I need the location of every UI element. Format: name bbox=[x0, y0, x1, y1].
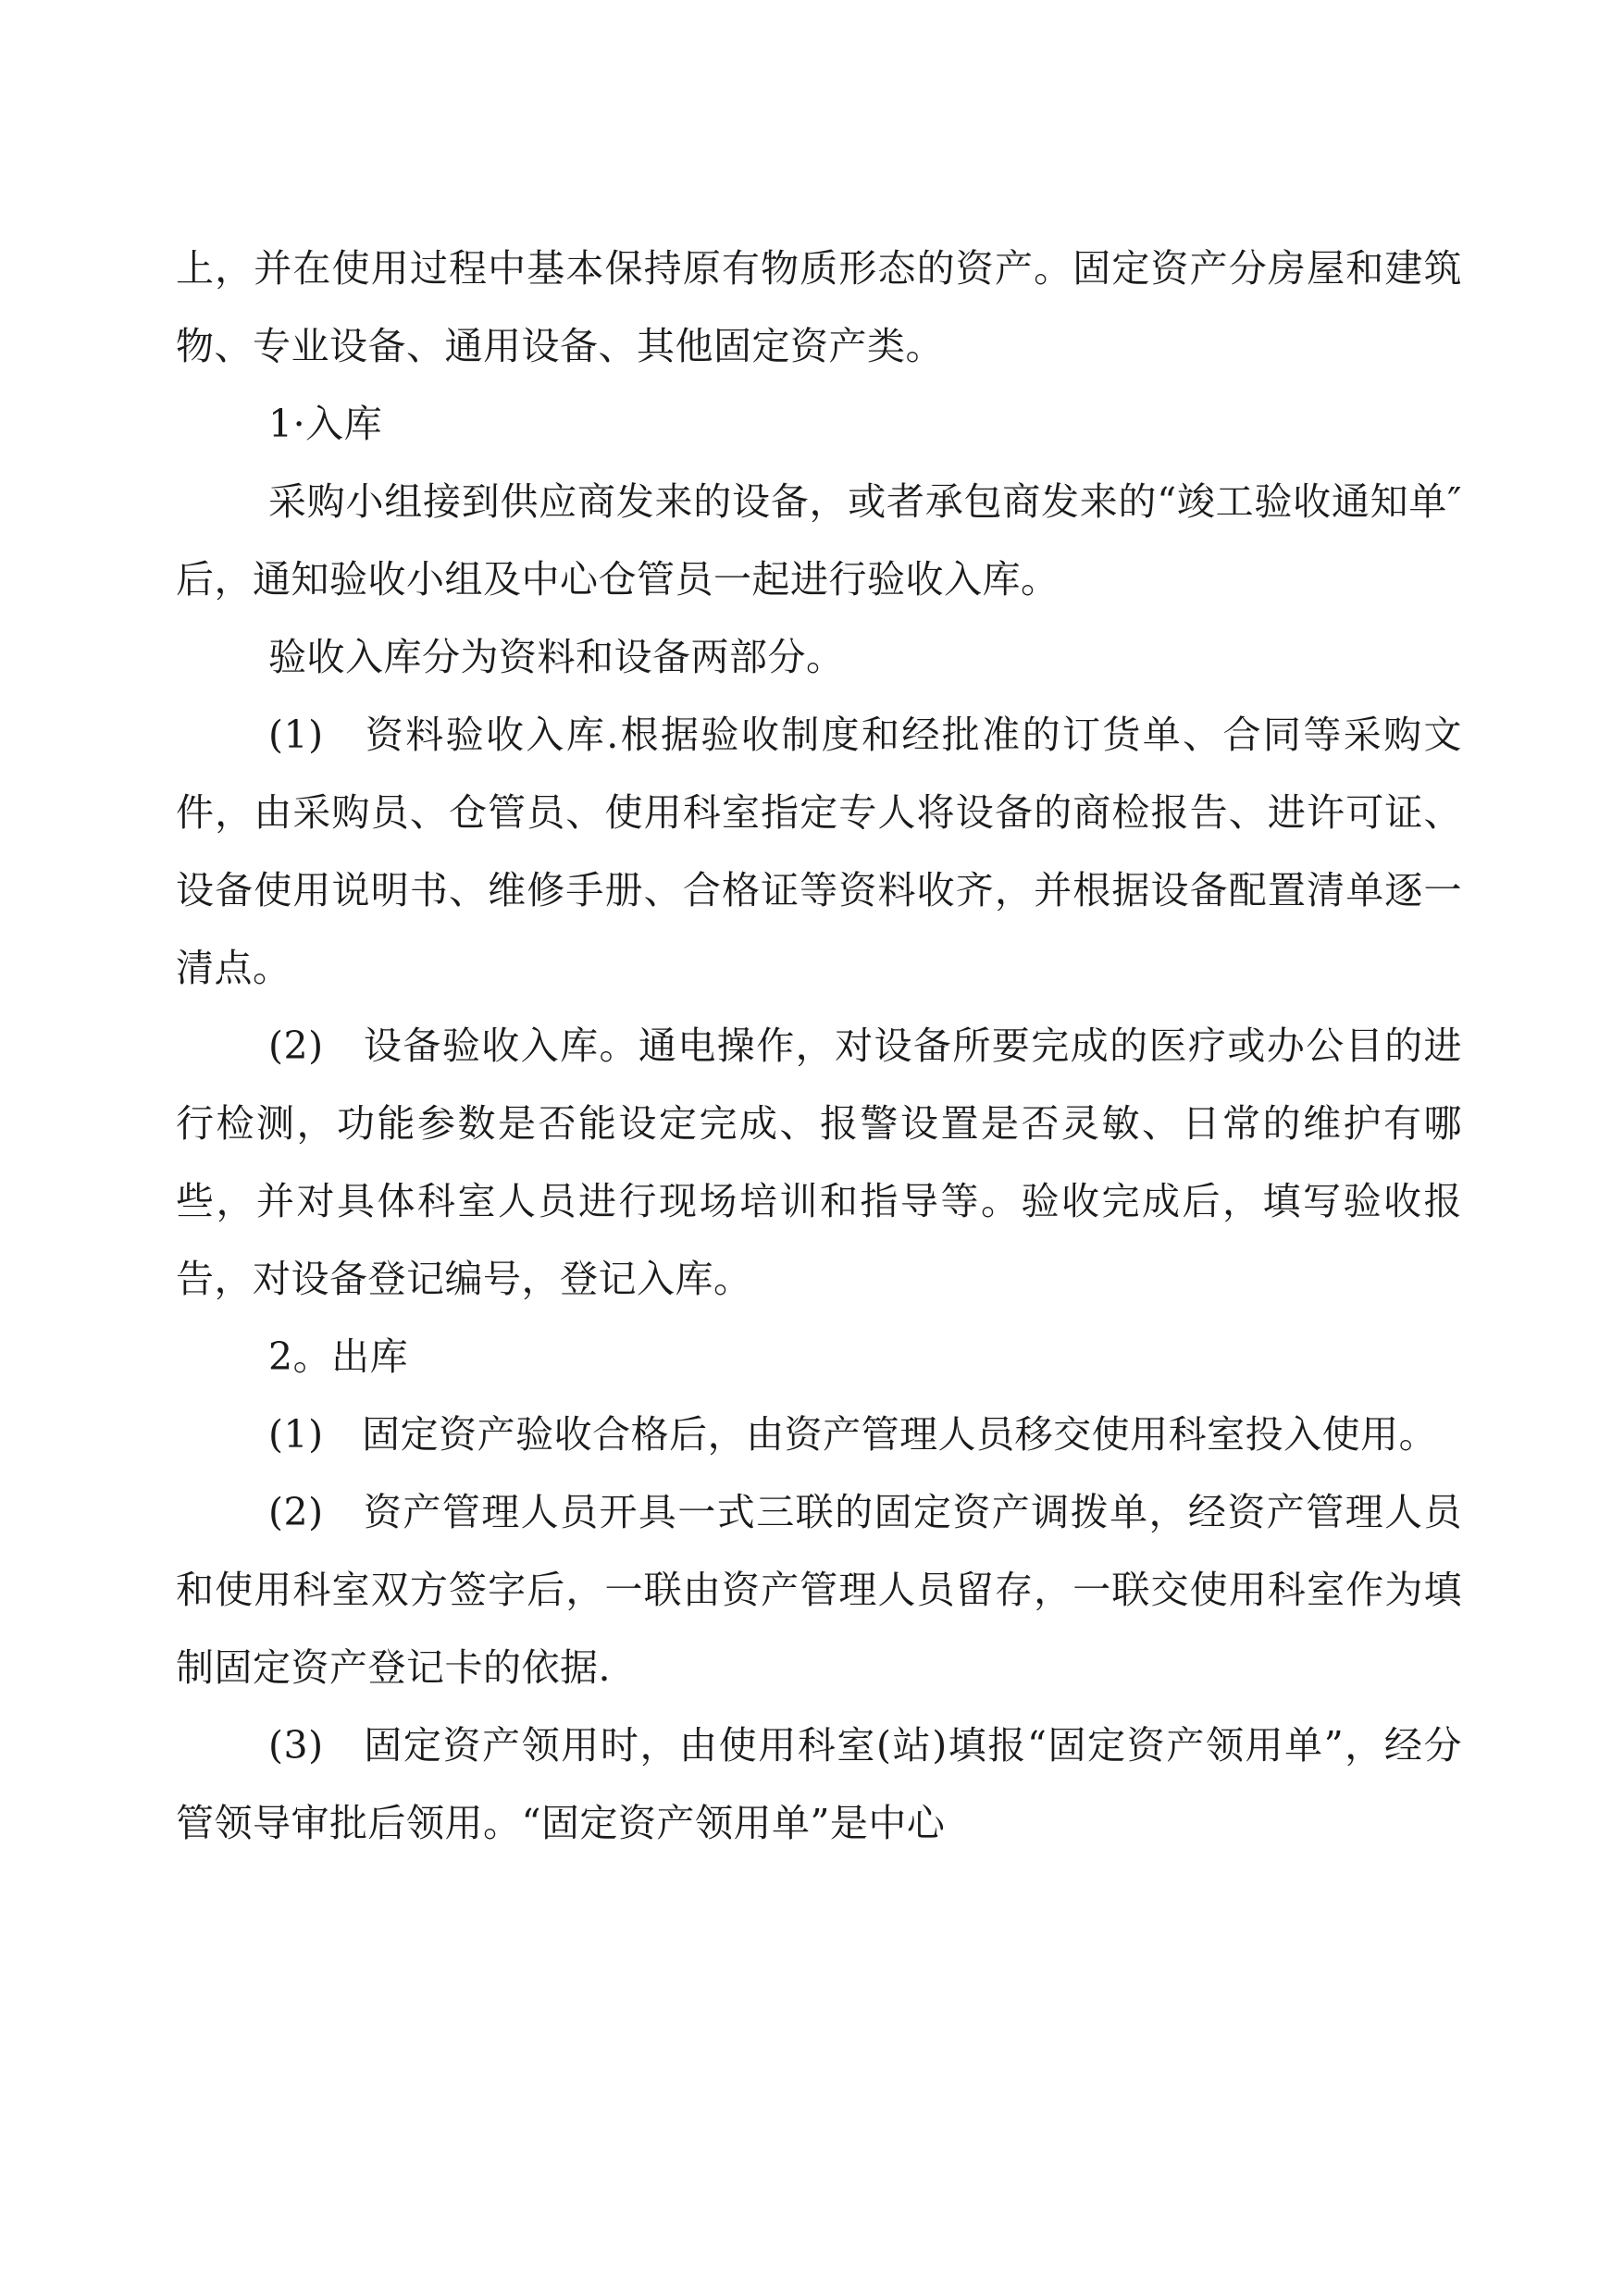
paragraph-continuation: 上，并在使用过程中基本保持原有物质形态的资产。固定资产分房屋和建筑物、专业设备、通用设备、其他固定资产类。 bbox=[176, 246, 1462, 368]
paragraph-document-inbound: (1) 资料验收入库.根据验收制度和经批准的订货单、合同等采购文件，由采购员、仓管员、使用科室指定专人将设备的商检报告、进许可证、设备使用说明书、维修手册、合格证等资料收齐，并根据设备配置清单逐一清点。 bbox=[176, 713, 1462, 990]
section-heading-outbound: 2。出库 bbox=[268, 1334, 409, 1379]
paragraph-requisition: (3) 固定资产领用时，由使用科室(站)填报“固定资产领用单”，经分管领导审批后领用。“固定资产领用单”是中心 bbox=[176, 1723, 1462, 1845]
paragraph-inbound-parts: 验收入库分为资料和设备两部分。 bbox=[268, 635, 845, 679]
paragraph-transfer-form: (2) 资产管理人员开具一式三联的固定资产调拨单，经资产管理人员和使用科室双方签字后，一联由资产管理人员留存，一联交使用科室作为填制固定资产登记卡的依据. bbox=[176, 1490, 1462, 1690]
paragraph-receive-equipment: 采购小组接到供应商发来的设备，或者承包商发来的“竣工验收通知单″后，通知验收小组及中心仓管员一起进行验收入库。 bbox=[176, 479, 1462, 602]
section-heading-inbound: 1·入库 bbox=[268, 402, 383, 446]
document-body bbox=[176, 230, 1462, 1862]
paragraph-equipment-inbound: (2) 设备验收入库。通电操作，对设备所要完成的医疗或办公目的进行检测，功能参数是否能设定完成、报警设置是否灵敏、日常的维护有哪些，并对具体科室人员进行现场培训和指导等。验收完成后，填写验收报告，对设备登记编号，登记入库。 bbox=[176, 1023, 1462, 1301]
paragraph-handover: (1) 固定资产验收合格后，由资产管理人员移交使用科室投入使用。 bbox=[268, 1412, 1438, 1457]
